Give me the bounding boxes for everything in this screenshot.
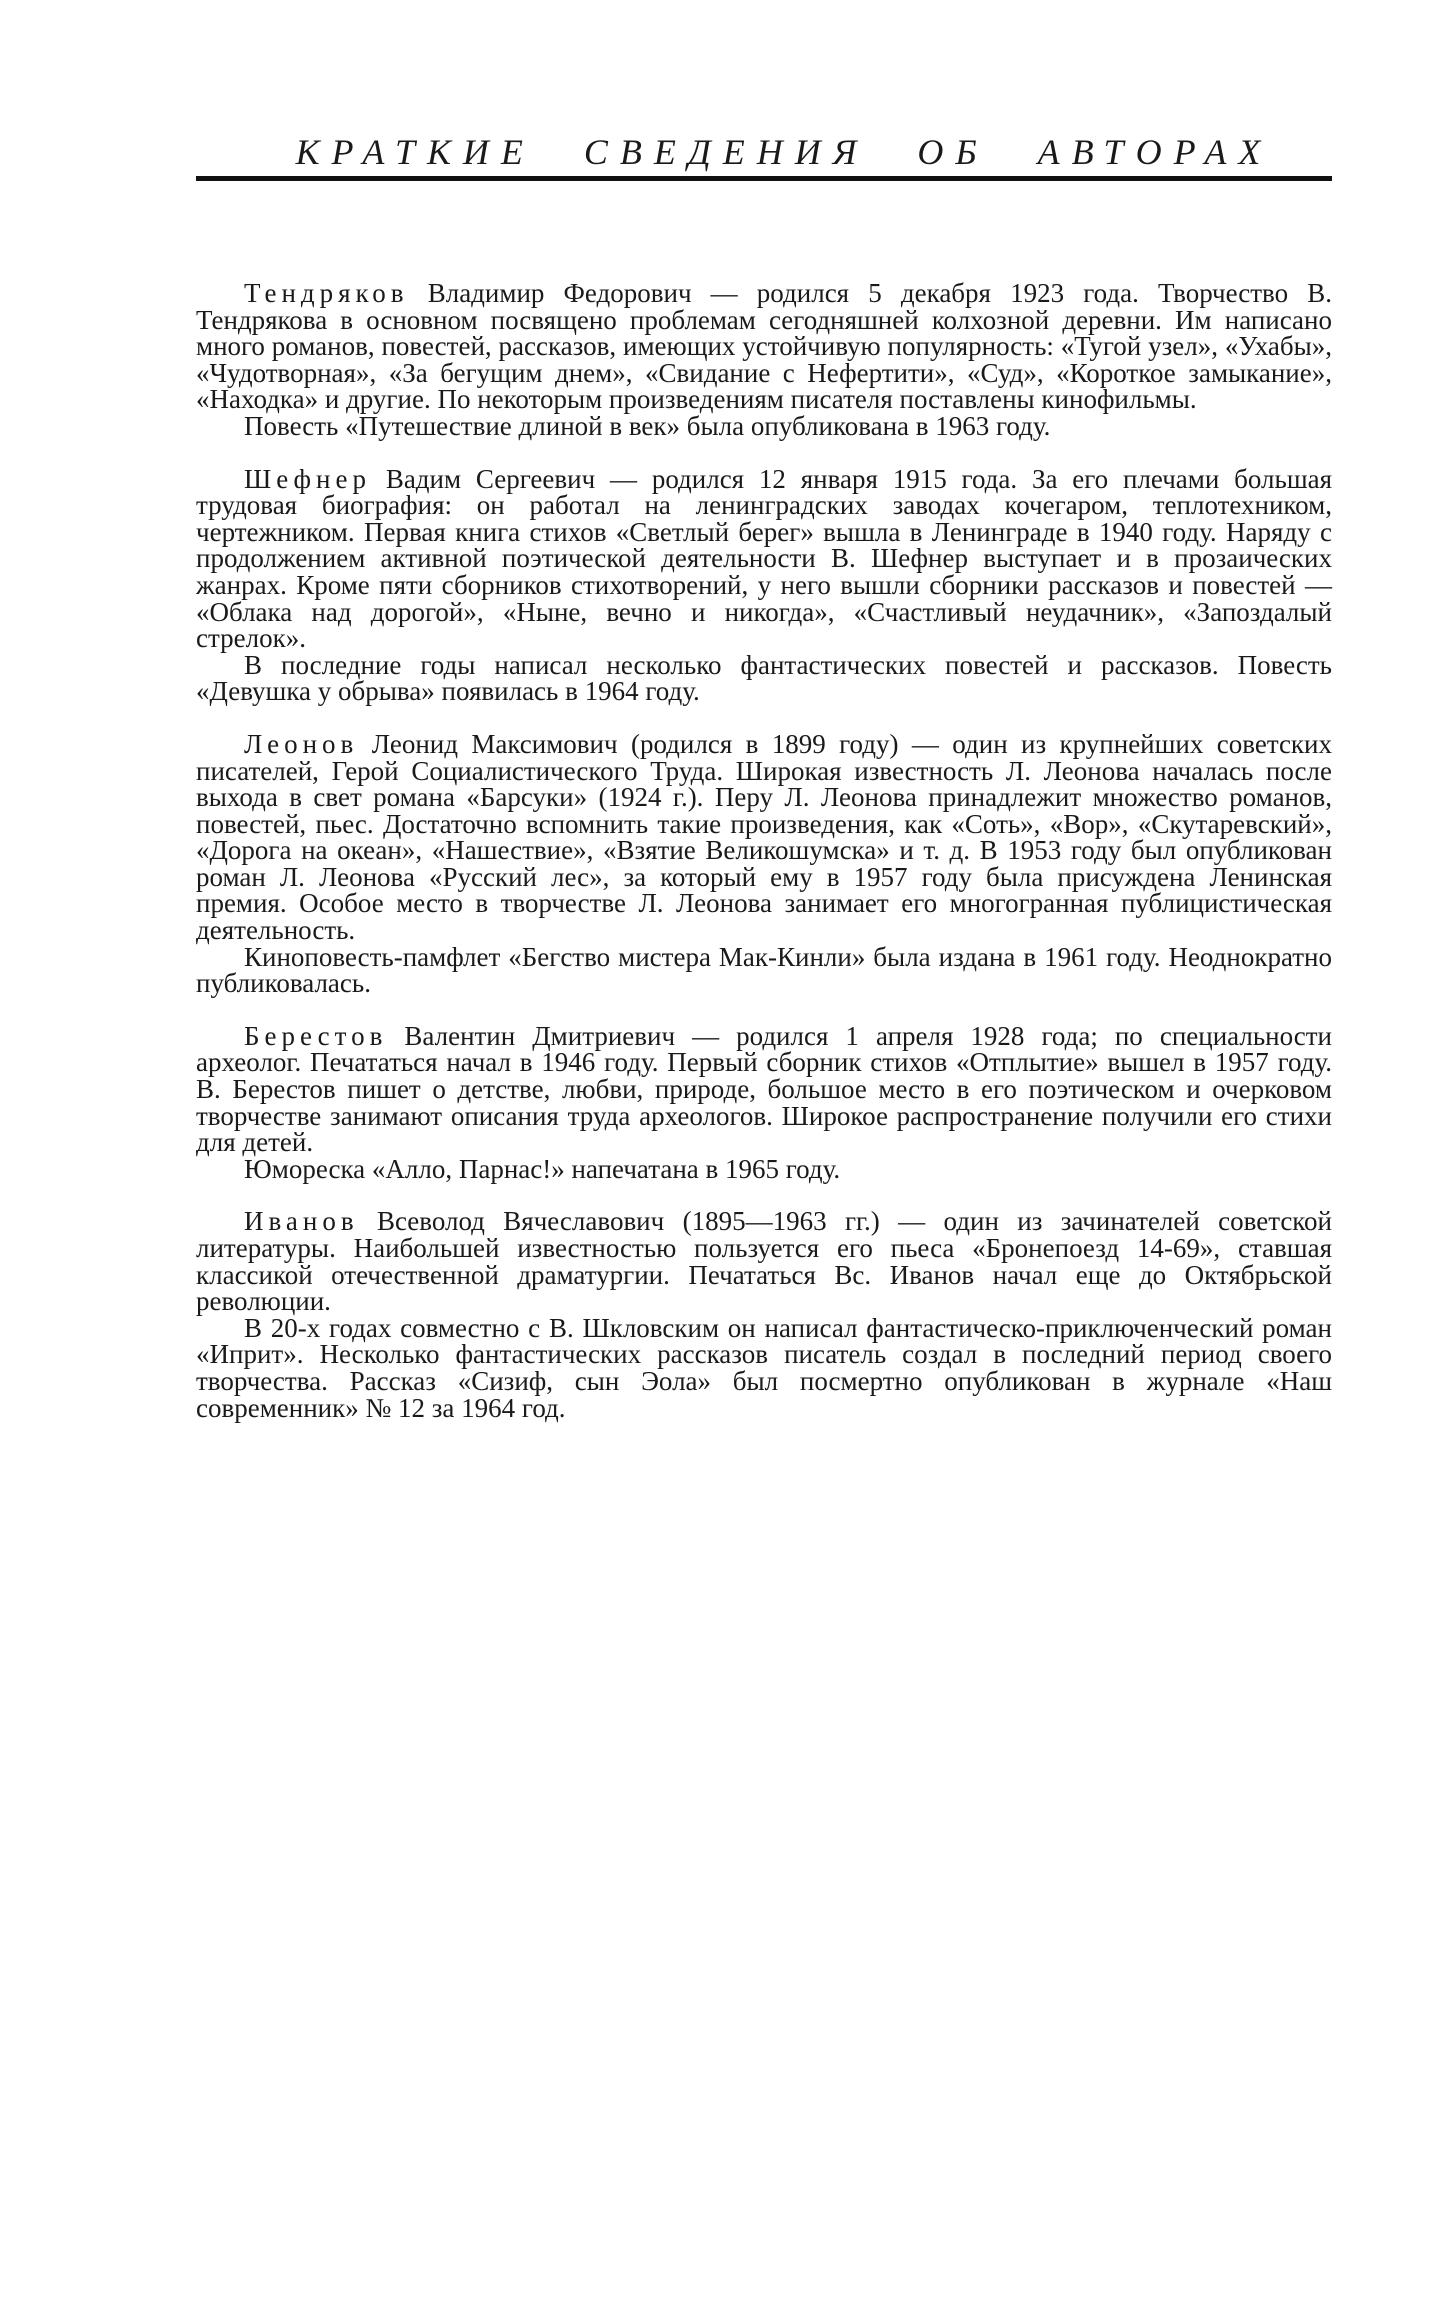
bio-text: Всеволод Вячеславович (1895—1963 гг.) — один из зачинателей советской литературы. Наибольшей известностью пользуется его пьеса «Бронепоезд 14-69», ставшая классикой отечественной драматургии. Печататься Вс. Иванов начал еще до Октябрьской революции. <box>196 1206 1332 1317</box>
work-note: В 20-х годах совместно с В. Шкловским он написал фантастическо-приключенческий роман «Иприт». Несколько фантастических рассказов писатель создал в последний период своего творчества. Рассказ «Сизиф, сын Эола» был посмертно опубликован в журнале «Наш современник» № 12 за 1964 год. <box>196 1312 1332 1423</box>
author-entry-shefner <box>196 463 1333 707</box>
content <box>196 280 1332 1447</box>
work-note: Юмореска «Алло, Парнас!» напечатана в 1965 году. <box>244 1153 841 1184</box>
author-name: Тендряков <box>244 278 409 308</box>
author-name: Шефнер <box>244 463 371 494</box>
header-rule <box>196 176 1332 181</box>
author-entry-ivanov <box>196 1208 1332 1421</box>
work-note: Повесть «Путешествие длиной в век» была опубликована в 1963 году. <box>244 410 1051 441</box>
bio-text: Валентин Дмитриевич — родился 1 апреля 1928 года; по специальности археолог. Печататься начал в 1946 году. Первый сборник стихов «Отплытие» вышел в 1957 году. В. Берестов пишет о детстве, любви, природе, большое место в его поэтическом и очерковом творчестве занимают описания труда археологов. Широкое распространение получили его стихи для детей. <box>196 1020 1333 1158</box>
page-header <box>196 128 1332 176</box>
work-note: В последние годы написал несколько фантастических повестей и рассказов. Повесть «Девушка у обрыва» появилась в 1964 году. <box>196 649 1332 707</box>
page <box>196 128 1333 1423</box>
author-bio <box>196 463 1333 654</box>
author-name: Леонов <box>244 728 359 759</box>
work-note: Киноповесть-памфлет «Бегство мистера Мак-Кинли» была издана в 1961 году. Неоднократно публиковалась. <box>196 941 1332 999</box>
page-title: КРАТКИЕ СВЕДЕНИЯ ОБ АВТОРАХ <box>295 132 1273 172</box>
author-bio <box>196 1020 1333 1158</box>
author-bio <box>196 280 1332 413</box>
author-entry-tendryakov <box>196 280 1332 440</box>
bio-text: Леонид Максимович (родился в 1899 году) — один из крупнейших советских писателей, Герой Социалистического Труда. Широкая известность Л. Леонова началась после выхода в свет романа «Барсуки» (1924 г.). Перу Л. Леонова принадлежит множество романов, повестей, пьес. Достаточно вспомнить такие произведения, как «Соть», «Вор», «Скутаревский», «Дорога на океан», «Нашествие», «Взятие Великошумска» и т. д. В 1953 году был опубликован роман Л. Леонова «Русский лес», за который ему в 1957 году была присуждена Ленинская премия. Особое место в творчестве Л. Леонова занимает его многогранная публицистическая деятельность. <box>196 728 1332 946</box>
author-entry-berestov <box>196 1020 1333 1184</box>
author-bio <box>196 1206 1332 1317</box>
bio-text: Владимир Федорович — родился 5 декабря 1923 года. Творчество В. Тендрякова в основном посвящено проблемам сегодняшней колхозной деревни. Им написано много романов, повестей, рассказов, имеющих устойчивую популярность: «Тугой узел», «Ухабы», «Чудотворная», «За бегущим днем», «Свидание с Нефертити», «Суд», «Короткое замыкание», «Находка» и другие. По некоторым произведениям писателя поставлены кинофильмы. <box>196 278 1333 415</box>
bio-text: Вадим Сергеевич — родился 12 января 1915 года. За его плечами большая трудовая биография: он работал на ленинградских заводах кочегаром, теплотехником, чертежником. Первая книга стихов «Светлый берег» вышла в Ленинграде в 1940 году. Наряду с продолжением активной поэтической деятельности В. Шефнер выступает и в прозаических жанрах. Кроме пяти сборников стихотворений, у него вышли сборники рассказов и повестей — «Облака над дорогой», «Ныне, вечно и никогда», «Счастливый неудачник», «Запоздалый стрелок». <box>196 463 1333 654</box>
author-entry-leonov <box>196 728 1332 999</box>
author-bio <box>196 728 1332 946</box>
author-name: Иванов <box>244 1206 359 1237</box>
author-name: Берестов <box>244 1020 388 1051</box>
